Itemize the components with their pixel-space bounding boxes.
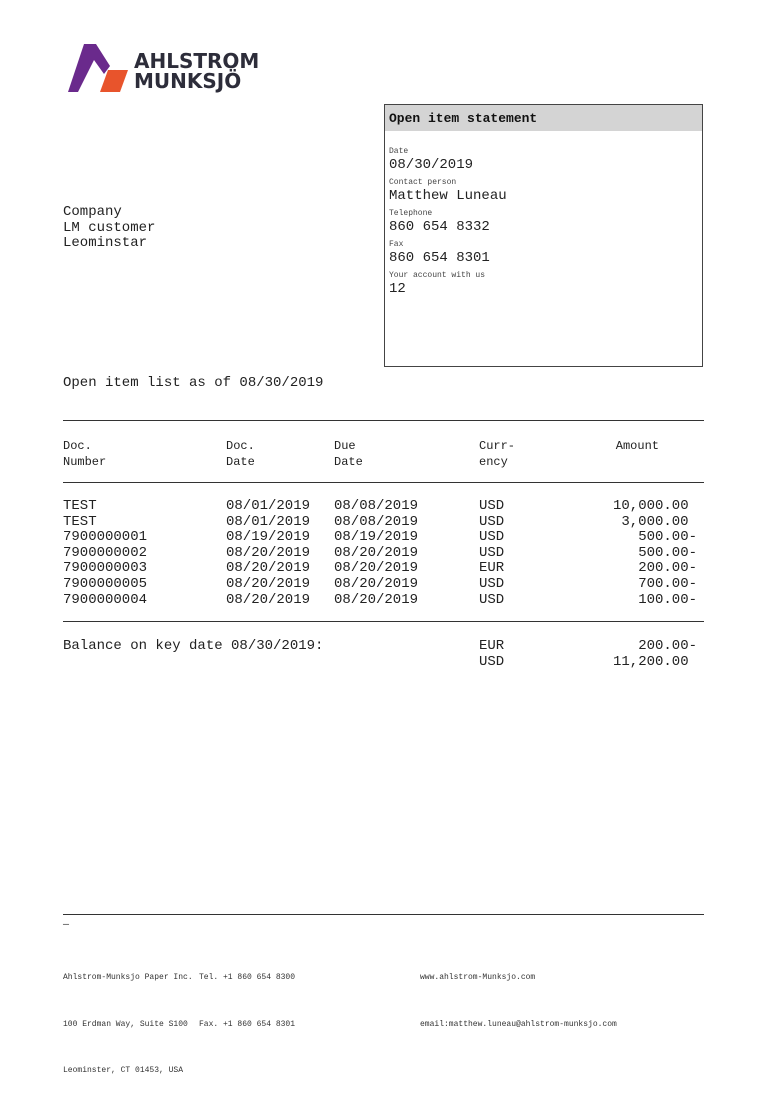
cell-due-date: 08/08/2019	[334, 498, 419, 514]
table-row	[0, 593, 768, 609]
statement-field-telephone	[385, 209, 702, 236]
cell-doc-date: 08/20/2019	[226, 591, 311, 608]
footer-dash: —	[63, 920, 70, 931]
field-label: Contact person	[389, 178, 457, 187]
balance-currency-eur: EUR	[479, 638, 505, 654]
cell-doc-date: 08/20/2019	[226, 544, 311, 561]
field-label: Fax	[389, 240, 404, 249]
balance-amount-eur: 200.00-	[638, 638, 697, 654]
address-line: LM customer	[63, 219, 156, 236]
table-header-divider	[63, 482, 704, 483]
footer-web-email	[420, 939, 617, 1048]
cell-due-date: 08/19/2019	[334, 529, 419, 546]
cell-doc-number: 7900000002	[63, 544, 148, 561]
table-row	[0, 530, 768, 546]
cell-amount: 500.00-	[638, 529, 697, 546]
statement-field-account	[385, 271, 702, 298]
header-doc-number: Doc. Number	[63, 439, 107, 469]
open-item-list-title: Open item list as of 08/30/2019	[63, 375, 324, 391]
cell-doc-date: 08/20/2019	[226, 576, 311, 592]
cell-currency: USD	[479, 513, 505, 530]
footer-line: Tel. +1 860 654 8300	[199, 973, 296, 982]
balance-currency-usd: USD	[479, 654, 505, 670]
footer-line: Ahlstrom-Munksjo Paper Inc.	[63, 973, 193, 982]
table-row	[0, 546, 768, 562]
field-value: Matthew Luneau	[389, 188, 507, 204]
logo-line-1: AHLSTROM	[134, 49, 260, 73]
cell-currency: USD	[479, 529, 505, 546]
table-bottom-divider	[63, 621, 704, 622]
cell-doc-number: 7900000004	[63, 591, 148, 608]
cell-doc-number: 7900000003	[63, 560, 148, 577]
logo-line-2: MUNKSJÖ	[134, 69, 242, 93]
footer-phone-fax	[199, 939, 295, 1048]
statement-field-contact	[385, 178, 702, 205]
table-row	[0, 499, 768, 515]
cell-doc-date: 08/19/2019	[226, 529, 311, 546]
footer-divider	[63, 914, 704, 915]
address-line: Leominstar	[63, 235, 148, 251]
statement-info-box	[384, 104, 703, 367]
footer-company-address	[63, 939, 193, 1094]
cell-doc-date: 08/01/2019	[226, 513, 311, 530]
field-value: 860 654 8332	[389, 219, 490, 235]
address-line: Company	[63, 204, 122, 220]
cell-doc-number: 7900000001	[63, 529, 148, 546]
footer-line: Fax. +1 860 654 8301	[199, 1019, 296, 1029]
statement-title: Open item statement	[385, 105, 702, 131]
cell-doc-number: 7900000005	[63, 576, 148, 592]
company-logo-mark	[68, 44, 130, 94]
cell-amount: 3,000.00	[621, 513, 697, 530]
footer-website-link[interactable]: www.ahlstrom-Munksjo.com	[420, 973, 536, 982]
cell-amount: 500.00-	[638, 544, 697, 561]
field-label: Your account with us	[389, 271, 486, 280]
cell-due-date: 08/20/2019	[334, 576, 419, 592]
cell-amount: 700.00-	[638, 576, 697, 592]
cell-currency: USD	[479, 498, 505, 514]
cell-currency: USD	[479, 544, 505, 561]
cell-amount: 100.00-	[638, 591, 697, 608]
field-value: 08/30/2019	[389, 157, 474, 173]
footer-line: Leominster, CT 01453, USA	[63, 1066, 184, 1075]
footer-email-link[interactable]: email:matthew.luneau@ahlstrom-munksjo.com	[420, 1019, 617, 1029]
header-amount: Amount	[615, 439, 659, 453]
header-currency: Curr- ency	[479, 439, 516, 469]
cell-currency: USD	[479, 576, 505, 592]
field-value: 12	[389, 281, 406, 297]
table-row	[0, 515, 768, 531]
cell-currency: USD	[479, 591, 505, 608]
field-label: Date	[389, 147, 409, 156]
header-due-date: Due Date	[334, 439, 363, 469]
cell-due-date: 08/08/2019	[334, 513, 419, 530]
table-top-divider	[63, 420, 704, 421]
table-row	[0, 577, 768, 593]
statement-field-fax	[385, 240, 702, 267]
cell-doc-number: TEST	[63, 498, 97, 514]
cell-amount: 10,000.00	[612, 498, 697, 514]
cell-due-date: 08/20/2019	[334, 560, 419, 577]
recipient-address	[63, 205, 155, 252]
field-value: 860 654 8301	[389, 250, 490, 266]
statement-field-date	[385, 147, 702, 174]
header-doc-date: Doc. Date	[226, 439, 255, 469]
table-row	[0, 561, 768, 577]
cell-currency: EUR	[479, 560, 505, 577]
cell-due-date: 08/20/2019	[334, 544, 419, 561]
cell-amount: 200.00-	[638, 560, 697, 577]
company-logo-text	[134, 51, 259, 91]
cell-due-date: 08/20/2019	[334, 591, 419, 608]
footer-line: 100 Erdman Way, Suite S100	[63, 1019, 188, 1029]
cell-doc-date: 08/01/2019	[226, 498, 311, 514]
balance-amount-usd: 11,200.00	[612, 654, 697, 670]
cell-doc-date: 08/20/2019	[226, 560, 311, 577]
balance-label: Balance on key date 08/30/2019:	[63, 638, 324, 654]
cell-doc-number: TEST	[63, 513, 97, 530]
field-label: Telephone	[389, 209, 433, 218]
